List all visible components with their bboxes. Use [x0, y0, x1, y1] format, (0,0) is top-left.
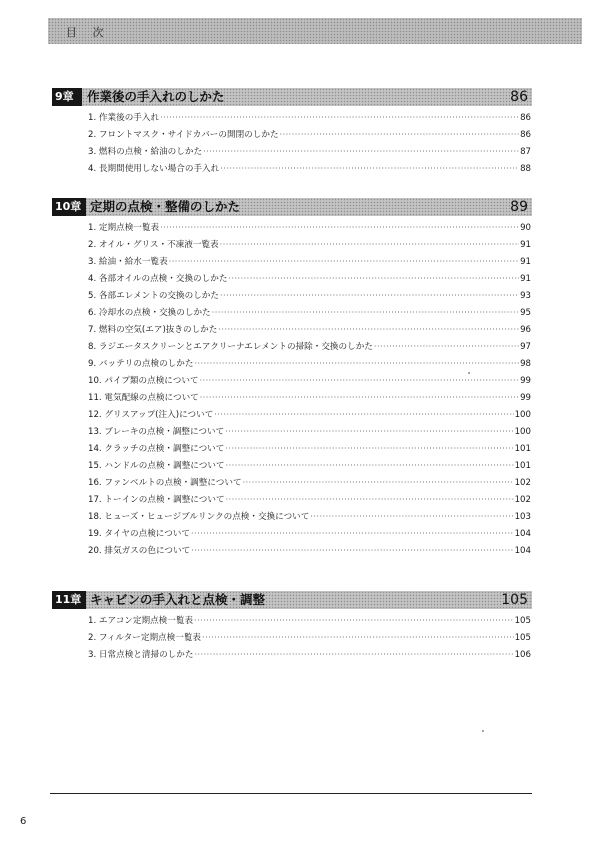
- toc-entry[interactable]: [88, 321, 531, 338]
- footer-rule: [50, 793, 532, 794]
- toc-entry-page: 99: [520, 376, 531, 386]
- toc-entry-page: 100: [514, 427, 531, 437]
- toc-entry-title: 17. トーインの点検・調整について: [88, 495, 225, 505]
- toc-entry-title: 3. 燃料の点検・給油のしかた: [88, 147, 203, 157]
- toc-entry[interactable]: [88, 109, 531, 126]
- print-speck: [482, 730, 484, 732]
- toc-entry[interactable]: [88, 143, 531, 160]
- toc-entry-title: 2. フィルター定期点検一覧表: [88, 633, 202, 643]
- toc-entry-title: 16. ファンベルトの点検・調整について: [88, 478, 242, 488]
- toc-entry[interactable]: [88, 126, 531, 143]
- chapter-badge: 10章: [52, 198, 86, 216]
- leader-dots: [310, 508, 513, 525]
- leader-dots: [226, 457, 514, 474]
- leader-dots: [200, 389, 519, 406]
- toc-entry-page: 103: [514, 512, 531, 522]
- toc-entry-page: 88: [520, 164, 531, 174]
- leader-dots: [160, 109, 519, 126]
- toc-entry-page: 100: [514, 410, 531, 420]
- toc-entry-page: 97: [520, 342, 531, 352]
- toc-entry-title: 9. バッテリの点検のしかた: [88, 359, 194, 369]
- page-number: 6: [20, 816, 27, 827]
- toc-entry-title: 18. ヒューズ・ヒュージブルリンクの点検・交換について: [88, 512, 310, 522]
- toc-entry[interactable]: [88, 372, 531, 389]
- print-speck: [468, 372, 470, 374]
- leader-dots: [191, 525, 514, 542]
- toc-entry[interactable]: [88, 629, 531, 646]
- toc-entry[interactable]: [88, 646, 531, 663]
- toc-entry-title: 1. エアコン定期点検一覧表: [88, 616, 194, 626]
- toc-entry-title: 1. 作業後の手入れ: [88, 113, 160, 123]
- toc-entry-title: 8. ラジエータスクリーンとエアクリーナエレメントの掃除・交換のしかた: [88, 342, 373, 352]
- toc-entry-title: 4. 各部オイルの点検・交換のしかた: [88, 274, 228, 284]
- toc-entry-title: 12. グリスアップ(注入)について: [88, 410, 214, 420]
- toc-entry-page: 91: [520, 274, 531, 284]
- toc-entry-page: 102: [514, 478, 531, 488]
- toc-entry[interactable]: [88, 474, 531, 491]
- toc-entry-page: 98: [520, 359, 531, 369]
- chapter-heading-10[interactable]: [52, 198, 532, 216]
- chapter-page: 86: [510, 89, 528, 105]
- leader-dots: [220, 236, 519, 253]
- toc-entry[interactable]: [88, 287, 531, 304]
- toc-entry-page: 102: [514, 495, 531, 505]
- chapter-page: 89: [510, 199, 528, 215]
- toc-header-band: [48, 18, 582, 44]
- toc-entry[interactable]: [88, 423, 531, 440]
- toc-header-title: 目 次: [66, 26, 110, 39]
- leader-dots: [194, 355, 519, 372]
- toc-entry-page: 101: [514, 444, 531, 454]
- toc-entry-page: 87: [520, 147, 531, 157]
- chapter-heading-9[interactable]: [52, 88, 532, 106]
- toc-entry-title: 3. 日常点検と清掃のしかた: [88, 650, 194, 660]
- toc-entry-page: 86: [520, 113, 531, 123]
- toc-entry[interactable]: [88, 542, 531, 559]
- toc-entry[interactable]: [88, 457, 531, 474]
- toc-entry-page: 95: [520, 308, 531, 318]
- toc-entry[interactable]: [88, 406, 531, 423]
- toc-entry-title: 4. 長期間使用しない場合の手入れ: [88, 164, 220, 174]
- toc-entry-page: 106: [514, 650, 531, 660]
- toc-entry-page: 105: [514, 633, 531, 643]
- chapter-10-entries: [88, 219, 531, 559]
- toc-entry-title: 20. 排気ガスの色について: [88, 546, 191, 556]
- toc-entry[interactable]: [88, 612, 531, 629]
- toc-entry-title: 7. 燃料の空気(エア)抜きのしかた: [88, 325, 218, 335]
- chapter-9-entries: [88, 109, 531, 177]
- chapter-page: 105: [501, 592, 528, 608]
- toc-entry-page: 90: [520, 223, 531, 233]
- leader-dots: [212, 304, 519, 321]
- toc-entry-page: 99: [520, 393, 531, 403]
- leader-dots: [226, 491, 514, 508]
- toc-entry[interactable]: [88, 525, 531, 542]
- chapter-title: キャビンの手入れと点検・調整: [90, 592, 266, 607]
- toc-entry-title: 11. 電気配線の点検について: [88, 393, 199, 403]
- toc-entry-page: 86: [520, 130, 531, 140]
- chapter-badge: 11章: [52, 591, 86, 609]
- toc-entry[interactable]: [88, 508, 531, 525]
- leader-dots: [214, 406, 513, 423]
- leader-dots: [218, 321, 519, 338]
- leader-dots: [191, 542, 513, 559]
- toc-entry[interactable]: [88, 270, 531, 287]
- leader-dots: [225, 440, 513, 457]
- leader-dots: [169, 253, 519, 270]
- leader-dots: [228, 270, 519, 287]
- toc-entry-page: 93: [520, 291, 531, 301]
- toc-entry[interactable]: [88, 304, 531, 321]
- leader-dots: [203, 143, 519, 160]
- toc-entry[interactable]: [88, 160, 531, 177]
- toc-entry[interactable]: [88, 338, 531, 355]
- toc-entry-page: 101: [514, 461, 531, 471]
- toc-entry[interactable]: [88, 491, 531, 508]
- chapter-badge: 9章: [52, 88, 82, 106]
- leader-dots: [280, 126, 520, 143]
- leader-dots: [243, 474, 514, 491]
- leader-dots: [194, 612, 514, 629]
- toc-entry-page: 96: [520, 325, 531, 335]
- toc-entry-title: 2. フロントマスク・サイドカバーの開閉のしかた: [88, 130, 279, 140]
- toc-entry-title: 14. クラッチの点検・調整について: [88, 444, 225, 454]
- toc-entry-page: 104: [514, 529, 531, 539]
- toc-entry-title: 6. 冷却水の点検・交換のしかた: [88, 308, 211, 318]
- leader-dots: [194, 646, 513, 663]
- toc-entry-page: 91: [520, 240, 531, 250]
- toc-entry-title: 1. 定期点検一覧表: [88, 223, 160, 233]
- toc-entry-title: 15. ハンドルの点検・調整について: [88, 461, 225, 471]
- toc-entry[interactable]: [88, 253, 531, 270]
- leader-dots: [200, 372, 520, 389]
- toc-entry-title: 10. パイプ類の点検について: [88, 376, 199, 386]
- toc-entry-page: 91: [520, 257, 531, 267]
- chapter-title: 定期の点検・整備のしかた: [90, 199, 241, 214]
- chapter-title: 作業後の手入れのしかた: [87, 89, 225, 104]
- leader-dots: [225, 423, 513, 440]
- toc-entry-title: 19. タイヤの点検について: [88, 529, 190, 539]
- chapter-11-entries: [88, 612, 531, 663]
- toc-entry[interactable]: [88, 355, 531, 372]
- toc-entry[interactable]: [88, 219, 531, 236]
- toc-entry-title: 13. ブレーキの点検・調整について: [88, 427, 225, 437]
- toc-entry[interactable]: [88, 389, 531, 406]
- leader-dots: [220, 287, 519, 304]
- leader-dots: [374, 338, 519, 355]
- leader-dots: [160, 219, 519, 236]
- toc-entry-page: 105: [514, 616, 531, 626]
- toc-entry-title: 5. 各部エレメントの交換のしかた: [88, 291, 219, 301]
- leader-dots: [220, 160, 519, 177]
- chapter-heading-11[interactable]: [52, 591, 532, 609]
- toc-entry[interactable]: [88, 236, 531, 253]
- toc-entry-title: 3. 給油・給水一覧表: [88, 257, 168, 267]
- leader-dots: [202, 629, 514, 646]
- toc-entry-title: 2. オイル・グリス・不凍液一覧表: [88, 240, 219, 250]
- toc-entry[interactable]: [88, 440, 531, 457]
- toc-entry-page: 104: [514, 546, 531, 556]
